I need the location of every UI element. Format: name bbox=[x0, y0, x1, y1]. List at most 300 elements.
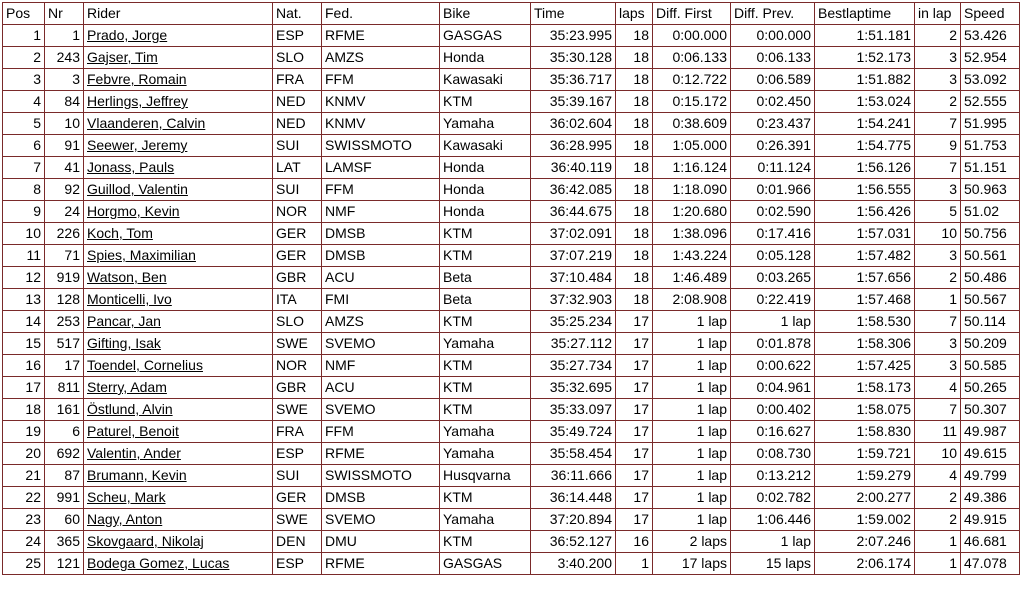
cell-bike: Beta bbox=[440, 289, 531, 311]
cell-fed: FFM bbox=[322, 421, 440, 443]
cell-bestlaptime: 1:58.075 bbox=[815, 399, 915, 421]
cell-in-lap: 2 bbox=[915, 267, 961, 289]
cell-laps: 17 bbox=[616, 465, 653, 487]
table-row bbox=[3, 223, 1020, 245]
table-row bbox=[3, 135, 1020, 157]
cell-time: 37:10.484 bbox=[531, 267, 616, 289]
cell-pos: 2 bbox=[3, 47, 45, 69]
cell-time: 36:42.085 bbox=[531, 179, 616, 201]
cell-fed: RFME bbox=[322, 443, 440, 465]
cell-pos: 3 bbox=[3, 69, 45, 91]
cell-diff-prev: 0:16.627 bbox=[731, 421, 815, 443]
cell-bike: Honda bbox=[440, 179, 531, 201]
cell-laps: 17 bbox=[616, 377, 653, 399]
cell-nat: SWE bbox=[273, 509, 322, 531]
cell-in-lap: 4 bbox=[915, 465, 961, 487]
cell-laps: 17 bbox=[616, 355, 653, 377]
rider-link[interactable]: Monticelli, Ivo bbox=[87, 291, 172, 307]
cell-bestlaptime: 1:51.181 bbox=[815, 25, 915, 47]
cell-speed: 50.561 bbox=[961, 245, 1020, 267]
cell-pos: 7 bbox=[3, 157, 45, 179]
cell-diff-first: 1:05.000 bbox=[653, 135, 731, 157]
cell-laps: 17 bbox=[616, 509, 653, 531]
rider-link[interactable]: Spies, Maximilian bbox=[87, 247, 196, 263]
cell-diff-first: 1 lap bbox=[653, 333, 731, 355]
cell-nat: NED bbox=[273, 113, 322, 135]
cell-nat: SLO bbox=[273, 47, 322, 69]
cell-nr: 60 bbox=[45, 509, 84, 531]
cell-speed: 50.209 bbox=[961, 333, 1020, 355]
cell-diff-prev: 15 laps bbox=[731, 553, 815, 575]
table-row bbox=[3, 509, 1020, 531]
cell-bestlaptime: 1:57.482 bbox=[815, 245, 915, 267]
cell-bike: Honda bbox=[440, 201, 531, 223]
cell-diff-prev: 0:06.133 bbox=[731, 47, 815, 69]
cell-bike: Yamaha bbox=[440, 443, 531, 465]
table-row bbox=[3, 443, 1020, 465]
rider-link[interactable]: Seewer, Jeremy bbox=[87, 137, 188, 153]
cell-diff-prev: 0:08.730 bbox=[731, 443, 815, 465]
table-row bbox=[3, 487, 1020, 509]
cell-nat: SUI bbox=[273, 465, 322, 487]
cell-pos: 19 bbox=[3, 421, 45, 443]
cell-laps: 18 bbox=[616, 47, 653, 69]
cell-rider bbox=[84, 443, 273, 465]
cell-nr: 161 bbox=[45, 399, 84, 421]
cell-rider bbox=[84, 531, 273, 553]
cell-time: 35:23.995 bbox=[531, 25, 616, 47]
cell-nr: 6 bbox=[45, 421, 84, 443]
cell-nat: LAT bbox=[273, 157, 322, 179]
cell-speed: 52.555 bbox=[961, 91, 1020, 113]
cell-in-lap: 3 bbox=[915, 47, 961, 69]
cell-nat: SWE bbox=[273, 399, 322, 421]
cell-laps: 18 bbox=[616, 91, 653, 113]
cell-in-lap: 7 bbox=[915, 399, 961, 421]
cell-laps: 18 bbox=[616, 179, 653, 201]
cell-fed: NMF bbox=[322, 355, 440, 377]
cell-rider bbox=[84, 91, 273, 113]
cell-diff-prev: 0:06.589 bbox=[731, 69, 815, 91]
cell-bestlaptime: 1:57.425 bbox=[815, 355, 915, 377]
cell-diff-first: 0:12.722 bbox=[653, 69, 731, 91]
cell-rider bbox=[84, 399, 273, 421]
cell-bestlaptime: 1:58.530 bbox=[815, 311, 915, 333]
rider-link[interactable]: Koch, Tom bbox=[87, 225, 153, 241]
cell-laps: 18 bbox=[616, 245, 653, 267]
rider-link[interactable]: Pancar, Jan bbox=[87, 313, 161, 329]
cell-fed: DMSB bbox=[322, 487, 440, 509]
cell-speed: 49.615 bbox=[961, 443, 1020, 465]
cell-speed: 53.426 bbox=[961, 25, 1020, 47]
cell-nat: ESP bbox=[273, 443, 322, 465]
rider-link[interactable]: Watson, Ben bbox=[87, 269, 167, 285]
cell-diff-first: 1 lap bbox=[653, 487, 731, 509]
cell-rider bbox=[84, 47, 273, 69]
table-row bbox=[3, 289, 1020, 311]
cell-bestlaptime: 1:51.882 bbox=[815, 69, 915, 91]
cell-in-lap: 2 bbox=[915, 25, 961, 47]
cell-bike: KTM bbox=[440, 487, 531, 509]
cell-laps: 18 bbox=[616, 289, 653, 311]
cell-speed: 50.963 bbox=[961, 179, 1020, 201]
cell-speed: 50.585 bbox=[961, 355, 1020, 377]
cell-fed: DMU bbox=[322, 531, 440, 553]
rider-link[interactable]: Bodega Gomez, Lucas bbox=[87, 555, 230, 571]
cell-nat: SWE bbox=[273, 333, 322, 355]
cell-nat: NED bbox=[273, 91, 322, 113]
cell-nr: 253 bbox=[45, 311, 84, 333]
cell-in-lap: 2 bbox=[915, 487, 961, 509]
cell-rider bbox=[84, 113, 273, 135]
cell-speed: 50.756 bbox=[961, 223, 1020, 245]
cell-nat: ITA bbox=[273, 289, 322, 311]
cell-bestlaptime: 1:56.426 bbox=[815, 201, 915, 223]
cell-bike: GASGAS bbox=[440, 553, 531, 575]
cell-bike: GASGAS bbox=[440, 25, 531, 47]
cell-diff-prev: 0:01.878 bbox=[731, 333, 815, 355]
cell-diff-prev: 0:01.966 bbox=[731, 179, 815, 201]
column-header-laps: laps bbox=[616, 3, 653, 25]
cell-pos: 21 bbox=[3, 465, 45, 487]
cell-rider bbox=[84, 289, 273, 311]
header-row bbox=[3, 3, 1020, 25]
cell-nr: 517 bbox=[45, 333, 84, 355]
rider-link[interactable]: Febvre, Romain bbox=[87, 71, 187, 87]
cell-diff-first: 1 lap bbox=[653, 509, 731, 531]
cell-bike: Honda bbox=[440, 157, 531, 179]
cell-laps: 18 bbox=[616, 135, 653, 157]
rider-link[interactable]: Herlings, Jeffrey bbox=[87, 93, 188, 109]
cell-fed: FFM bbox=[322, 179, 440, 201]
column-header-pos: Pos bbox=[3, 3, 45, 25]
column-header-speed: Speed bbox=[961, 3, 1020, 25]
column-header-in-lap: in lap bbox=[915, 3, 961, 25]
rider-link[interactable]: Valentin, Ander bbox=[87, 445, 181, 461]
table-row bbox=[3, 421, 1020, 443]
cell-laps: 17 bbox=[616, 333, 653, 355]
cell-time: 37:02.091 bbox=[531, 223, 616, 245]
column-header-fed: Fed. bbox=[322, 3, 440, 25]
cell-laps: 18 bbox=[616, 201, 653, 223]
cell-fed: NMF bbox=[322, 201, 440, 223]
cell-nat: GER bbox=[273, 487, 322, 509]
table-row bbox=[3, 311, 1020, 333]
cell-pos: 14 bbox=[3, 311, 45, 333]
cell-bike: Husqvarna bbox=[440, 465, 531, 487]
cell-fed: RFME bbox=[322, 25, 440, 47]
cell-bike: Beta bbox=[440, 267, 531, 289]
cell-rider bbox=[84, 421, 273, 443]
cell-nr: 1 bbox=[45, 25, 84, 47]
rider-link[interactable]: Horgmo, Kevin bbox=[87, 203, 180, 219]
table-row bbox=[3, 465, 1020, 487]
cell-laps: 18 bbox=[616, 223, 653, 245]
rider-link[interactable]: Vlaanderen, Calvin bbox=[87, 115, 206, 131]
rider-link[interactable]: Gajser, Tim bbox=[87, 49, 158, 65]
cell-nr: 365 bbox=[45, 531, 84, 553]
cell-bestlaptime: 1:59.721 bbox=[815, 443, 915, 465]
cell-rider bbox=[84, 333, 273, 355]
cell-in-lap: 3 bbox=[915, 179, 961, 201]
cell-fed: SWISSMOTO bbox=[322, 135, 440, 157]
cell-diff-first: 1 lap bbox=[653, 465, 731, 487]
cell-diff-first: 1 lap bbox=[653, 443, 731, 465]
cell-bike: KTM bbox=[440, 223, 531, 245]
cell-bike: KTM bbox=[440, 531, 531, 553]
cell-time: 37:07.219 bbox=[531, 245, 616, 267]
cell-diff-first: 0:06.133 bbox=[653, 47, 731, 69]
cell-diff-prev: 0:11.124 bbox=[731, 157, 815, 179]
cell-rider bbox=[84, 311, 273, 333]
cell-pos: 5 bbox=[3, 113, 45, 135]
cell-nr: 226 bbox=[45, 223, 84, 245]
cell-pos: 9 bbox=[3, 201, 45, 223]
cell-speed: 47.078 bbox=[961, 553, 1020, 575]
cell-diff-first: 0:38.609 bbox=[653, 113, 731, 135]
cell-bike: Yamaha bbox=[440, 333, 531, 355]
cell-time: 35:27.734 bbox=[531, 355, 616, 377]
cell-fed: SWISSMOTO bbox=[322, 465, 440, 487]
cell-speed: 50.486 bbox=[961, 267, 1020, 289]
cell-diff-first: 1 lap bbox=[653, 399, 731, 421]
rider-link[interactable]: Scheu, Mark bbox=[87, 489, 166, 505]
cell-laps: 16 bbox=[616, 531, 653, 553]
cell-pos: 17 bbox=[3, 377, 45, 399]
cell-rider bbox=[84, 223, 273, 245]
cell-pos: 1 bbox=[3, 25, 45, 47]
cell-fed: AMZS bbox=[322, 47, 440, 69]
cell-pos: 15 bbox=[3, 333, 45, 355]
cell-nat: GBR bbox=[273, 377, 322, 399]
cell-bike: Kawasaki bbox=[440, 135, 531, 157]
cell-nr: 692 bbox=[45, 443, 84, 465]
cell-speed: 50.567 bbox=[961, 289, 1020, 311]
cell-nat: SUI bbox=[273, 179, 322, 201]
cell-bestlaptime: 1:56.555 bbox=[815, 179, 915, 201]
table-row bbox=[3, 157, 1020, 179]
cell-time: 35:36.717 bbox=[531, 69, 616, 91]
cell-bestlaptime: 1:57.468 bbox=[815, 289, 915, 311]
cell-speed: 50.265 bbox=[961, 377, 1020, 399]
cell-nat: GBR bbox=[273, 267, 322, 289]
cell-laps: 1 bbox=[616, 553, 653, 575]
cell-bestlaptime: 2:06.174 bbox=[815, 553, 915, 575]
cell-pos: 10 bbox=[3, 223, 45, 245]
cell-rider bbox=[84, 355, 273, 377]
column-header-nat: Nat. bbox=[273, 3, 322, 25]
cell-rider bbox=[84, 553, 273, 575]
cell-time: 35:25.234 bbox=[531, 311, 616, 333]
cell-bestlaptime: 1:57.656 bbox=[815, 267, 915, 289]
cell-bike: Yamaha bbox=[440, 509, 531, 531]
cell-laps: 17 bbox=[616, 399, 653, 421]
table-row bbox=[3, 553, 1020, 575]
column-header-rider: Rider bbox=[84, 3, 273, 25]
cell-pos: 11 bbox=[3, 245, 45, 267]
cell-laps: 18 bbox=[616, 69, 653, 91]
cell-diff-prev: 0:02.782 bbox=[731, 487, 815, 509]
table-row bbox=[3, 201, 1020, 223]
table-row bbox=[3, 25, 1020, 47]
cell-pos: 4 bbox=[3, 91, 45, 113]
cell-speed: 50.307 bbox=[961, 399, 1020, 421]
cell-diff-prev: 0:00.000 bbox=[731, 25, 815, 47]
rider-link[interactable]: Östlund, Alvin bbox=[87, 401, 173, 417]
cell-diff-first: 1:18.090 bbox=[653, 179, 731, 201]
cell-diff-prev: 0:00.402 bbox=[731, 399, 815, 421]
cell-pos: 8 bbox=[3, 179, 45, 201]
cell-pos: 16 bbox=[3, 355, 45, 377]
cell-bestlaptime: 1:56.126 bbox=[815, 157, 915, 179]
cell-diff-first: 1 lap bbox=[653, 421, 731, 443]
cell-time: 37:32.903 bbox=[531, 289, 616, 311]
cell-time: 35:33.097 bbox=[531, 399, 616, 421]
cell-nat: NOR bbox=[273, 355, 322, 377]
cell-bestlaptime: 1:57.031 bbox=[815, 223, 915, 245]
cell-diff-prev: 1 lap bbox=[731, 531, 815, 553]
cell-nr: 919 bbox=[45, 267, 84, 289]
cell-nr: 71 bbox=[45, 245, 84, 267]
cell-nr: 41 bbox=[45, 157, 84, 179]
cell-diff-first: 2 laps bbox=[653, 531, 731, 553]
rider-link[interactable]: Brumann, Kevin bbox=[87, 467, 187, 483]
cell-nr: 10 bbox=[45, 113, 84, 135]
cell-in-lap: 9 bbox=[915, 135, 961, 157]
cell-nat: DEN bbox=[273, 531, 322, 553]
cell-speed: 49.386 bbox=[961, 487, 1020, 509]
cell-rider bbox=[84, 25, 273, 47]
cell-nr: 17 bbox=[45, 355, 84, 377]
rider-link[interactable]: Guillod, Valentin bbox=[87, 181, 188, 197]
table-row bbox=[3, 113, 1020, 135]
cell-rider bbox=[84, 69, 273, 91]
cell-diff-first: 0:00.000 bbox=[653, 25, 731, 47]
cell-nat: SLO bbox=[273, 311, 322, 333]
column-header-nr: Nr bbox=[45, 3, 84, 25]
cell-pos: 13 bbox=[3, 289, 45, 311]
cell-bestlaptime: 2:07.246 bbox=[815, 531, 915, 553]
cell-rider bbox=[84, 465, 273, 487]
rider-link[interactable]: Nagy, Anton bbox=[87, 511, 163, 527]
cell-nat: NOR bbox=[273, 201, 322, 223]
cell-bike: KTM bbox=[440, 399, 531, 421]
table-row bbox=[3, 355, 1020, 377]
cell-rider bbox=[84, 135, 273, 157]
cell-rider bbox=[84, 179, 273, 201]
cell-diff-prev: 0:00.622 bbox=[731, 355, 815, 377]
cell-laps: 18 bbox=[616, 267, 653, 289]
cell-nat: ESP bbox=[273, 25, 322, 47]
table-row bbox=[3, 47, 1020, 69]
cell-speed: 51.753 bbox=[961, 135, 1020, 157]
cell-diff-first: 0:15.172 bbox=[653, 91, 731, 113]
table-row bbox=[3, 69, 1020, 91]
cell-in-lap: 4 bbox=[915, 377, 961, 399]
cell-in-lap: 2 bbox=[915, 509, 961, 531]
cell-laps: 18 bbox=[616, 113, 653, 135]
cell-pos: 20 bbox=[3, 443, 45, 465]
cell-time: 36:02.604 bbox=[531, 113, 616, 135]
cell-pos: 25 bbox=[3, 553, 45, 575]
table-row bbox=[3, 179, 1020, 201]
cell-fed: ACU bbox=[322, 267, 440, 289]
cell-nr: 91 bbox=[45, 135, 84, 157]
cell-pos: 24 bbox=[3, 531, 45, 553]
cell-diff-first: 1 lap bbox=[653, 311, 731, 333]
cell-diff-prev: 1:06.446 bbox=[731, 509, 815, 531]
cell-diff-first: 1:20.680 bbox=[653, 201, 731, 223]
cell-time: 36:28.995 bbox=[531, 135, 616, 157]
cell-rider bbox=[84, 245, 273, 267]
cell-diff-prev: 0:13.212 bbox=[731, 465, 815, 487]
cell-nr: 84 bbox=[45, 91, 84, 113]
cell-diff-first: 1:16.124 bbox=[653, 157, 731, 179]
cell-in-lap: 7 bbox=[915, 157, 961, 179]
cell-in-lap: 2 bbox=[915, 91, 961, 113]
cell-speed: 52.954 bbox=[961, 47, 1020, 69]
cell-nr: 24 bbox=[45, 201, 84, 223]
cell-in-lap: 11 bbox=[915, 421, 961, 443]
rider-link[interactable]: Jonass, Pauls bbox=[87, 159, 175, 175]
cell-laps: 17 bbox=[616, 487, 653, 509]
cell-time: 36:44.675 bbox=[531, 201, 616, 223]
rider-link[interactable]: Sterry, Adam bbox=[87, 379, 167, 395]
table-row bbox=[3, 245, 1020, 267]
cell-speed: 51.02 bbox=[961, 201, 1020, 223]
cell-bike: Yamaha bbox=[440, 421, 531, 443]
cell-fed: DMSB bbox=[322, 223, 440, 245]
cell-time: 35:27.112 bbox=[531, 333, 616, 355]
cell-laps: 18 bbox=[616, 25, 653, 47]
cell-pos: 22 bbox=[3, 487, 45, 509]
cell-nat: SUI bbox=[273, 135, 322, 157]
cell-fed: FFM bbox=[322, 69, 440, 91]
results-table bbox=[2, 2, 1020, 575]
cell-fed: LAMSF bbox=[322, 157, 440, 179]
cell-bestlaptime: 1:54.241 bbox=[815, 113, 915, 135]
cell-speed: 51.151 bbox=[961, 157, 1020, 179]
table-row bbox=[3, 91, 1020, 113]
rider-link[interactable]: Skovgaard, Nikolaj bbox=[87, 533, 204, 549]
cell-time: 36:14.448 bbox=[531, 487, 616, 509]
table-row bbox=[3, 333, 1020, 355]
rider-link[interactable]: Gifting, Isak bbox=[87, 335, 161, 351]
cell-diff-first: 2:08.908 bbox=[653, 289, 731, 311]
cell-pos: 18 bbox=[3, 399, 45, 421]
cell-bike: Honda bbox=[440, 47, 531, 69]
cell-diff-prev: 0:17.416 bbox=[731, 223, 815, 245]
cell-fed: RFME bbox=[322, 553, 440, 575]
column-header-diff-prev: Diff. Prev. bbox=[731, 3, 815, 25]
cell-time: 37:20.894 bbox=[531, 509, 616, 531]
cell-bike: KTM bbox=[440, 377, 531, 399]
column-header-bike: Bike bbox=[440, 3, 531, 25]
rider-link[interactable]: Toendel, Cornelius bbox=[87, 357, 203, 373]
cell-nr: 92 bbox=[45, 179, 84, 201]
rider-link[interactable]: Paturel, Benoit bbox=[87, 423, 179, 439]
rider-link[interactable]: Prado, Jorge bbox=[87, 27, 168, 43]
cell-speed: 49.799 bbox=[961, 465, 1020, 487]
table-row bbox=[3, 399, 1020, 421]
cell-bike: Yamaha bbox=[440, 113, 531, 135]
cell-diff-first: 1 lap bbox=[653, 377, 731, 399]
column-header-time: Time bbox=[531, 3, 616, 25]
cell-bestlaptime: 1:54.775 bbox=[815, 135, 915, 157]
cell-bestlaptime: 1:59.002 bbox=[815, 509, 915, 531]
cell-nr: 87 bbox=[45, 465, 84, 487]
cell-speed: 49.987 bbox=[961, 421, 1020, 443]
